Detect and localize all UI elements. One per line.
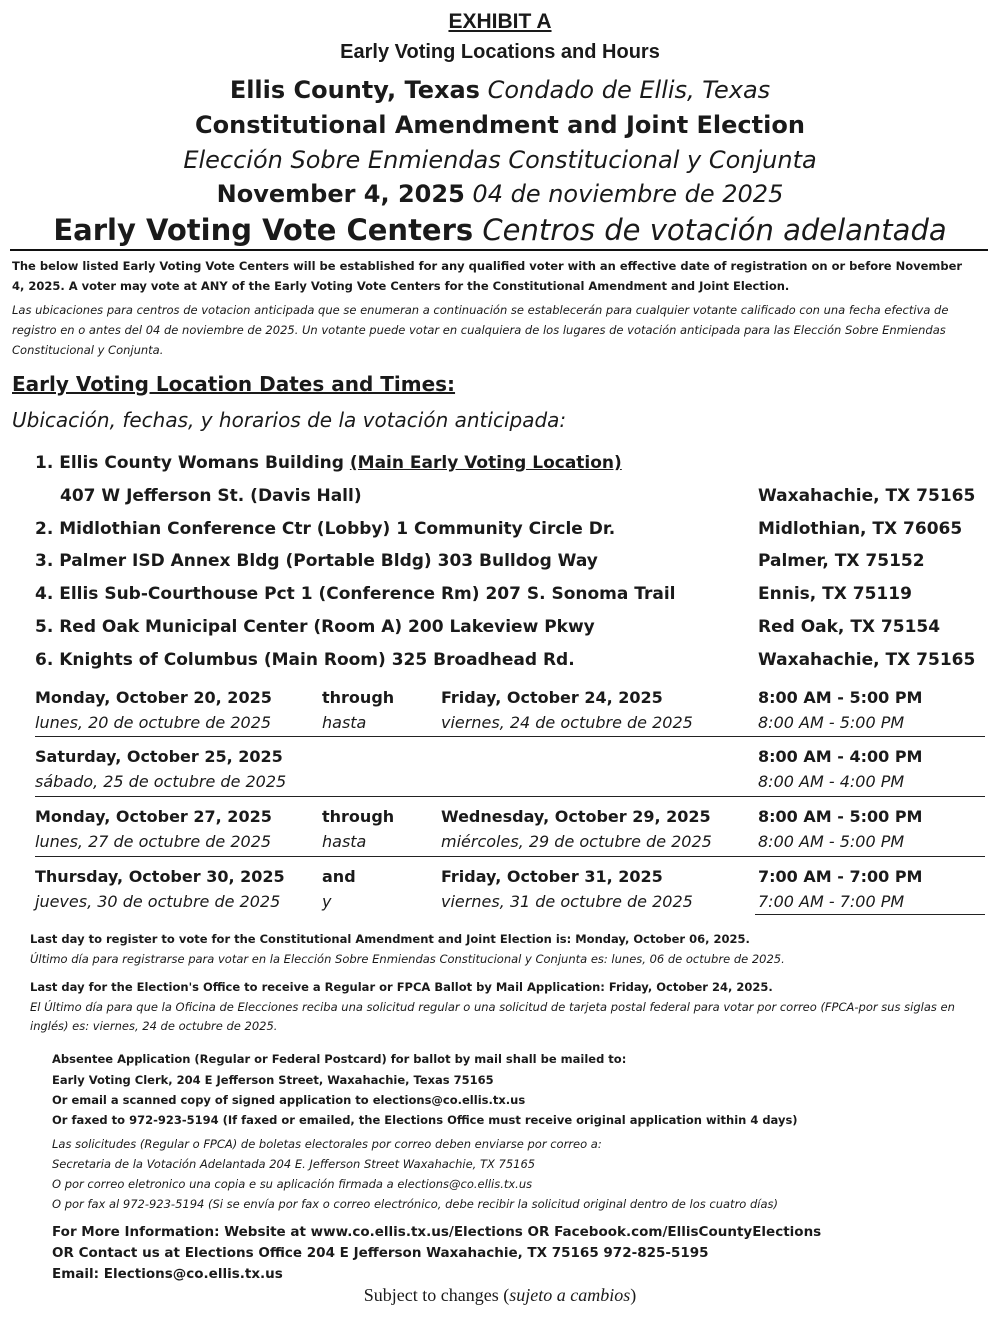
location-5: 5. Red Oak Municipal Center (Room A) 200 Lakeview Pkwy: [35, 617, 595, 637]
register-deadline-es: Último día para registrarse para votar en la Elección Sobre Enmiendas Constitucional y Conjunta es: lunes, 06 de octubre de 2025.: [30, 952, 785, 966]
schedule-hours: 8:00 AM - 5:00 PM: [758, 688, 923, 707]
location-6-city: Waxahachie, TX 75165: [758, 650, 976, 670]
schedule-hours: 8:00 AM - 4:00 PM: [758, 747, 923, 766]
section-title-es: Ubicación, fechas, y horarios de la votación anticipada:: [12, 408, 567, 432]
schedule-start: Saturday, October 25, 2025: [35, 747, 283, 766]
county-es: Condado de Ellis, Texas: [487, 76, 771, 104]
date-en: November 4, 2025: [216, 180, 465, 208]
contact-office: OR Contact us at Elections Office 204 E Jefferson Waxahachie, TX 75165 972-825-5195: [52, 1245, 709, 1261]
schedule-start: Thursday, October 30, 2025: [35, 867, 285, 886]
footer-es: sujeto a cambios: [509, 1285, 631, 1305]
absentee-line: Or email a scanned copy of signed application to elections@co.ellis.tx.us: [52, 1093, 526, 1107]
location-3: 3. Palmer ISD Annex Bldg (Portable Bldg) 303 Bulldog Way: [35, 551, 598, 571]
register-deadline-en: Last day to register to vote for the Constitutional Amendment and Joint Election is: Monday, October 06, 2025.: [30, 932, 750, 946]
mail-deadline-en: Last day for the Election's Office to receive a Regular or FPCA Ballot by Mail Application: Friday, October 24, 2025.: [30, 980, 773, 994]
schedule-divider: [755, 914, 985, 915]
location-1: [35, 453, 655, 473]
schedule-hours-es: 8:00 AM - 4:00 PM: [758, 772, 905, 791]
location-2: 2. Midlothian Conference Ctr (Lobby) 1 Community Circle Dr.: [35, 519, 616, 539]
header-divider: [10, 249, 988, 251]
county-en: Ellis County, Texas: [229, 76, 480, 104]
schedule-hours: 7:00 AM - 7:00 PM: [758, 867, 923, 886]
county-line: [0, 76, 1000, 104]
schedule-conj-es: y: [322, 892, 332, 911]
location-4: 4. Ellis Sub-Courthouse Pct 1 (Conference Rm) 207 S. Sonoma Trail: [35, 584, 676, 604]
schedule-conj-es: hasta: [322, 713, 367, 732]
absentee-line: Absentee Application (Regular or Federal Postcard) for ballot by mail shall be mailed to:: [52, 1052, 627, 1066]
schedule-end-es: viernes, 31 de octubre de 2025: [441, 892, 693, 911]
location-2-city: Midlothian, TX 76065: [758, 519, 963, 539]
location-3-city: Palmer, TX 75152: [758, 551, 925, 571]
page-subtitle: Early Voting Locations and Hours: [340, 41, 660, 63]
schedule-conj: through: [322, 807, 395, 826]
exhibit-title: EXHIBIT A: [448, 10, 552, 33]
intro-en: The below listed Early Voting Vote Centers will be established for any qualified voter with an effective date of registration on or before November 4, 2025. A voter may vote at ANY of the Early Voting Vote Centers for the Constitutional Amendment and Joint Election.: [12, 259, 963, 293]
section-title-en: Early Voting Location Dates and Times:: [12, 372, 456, 396]
location-1-city: Waxahachie, TX 75165: [758, 486, 976, 506]
election-date-line: [0, 180, 1000, 208]
location-5-city: Red Oak, TX 75154: [758, 617, 941, 637]
footer-disclaimer: [0, 1285, 1000, 1306]
main-location-note: (Main Early Voting Location): [349, 453, 622, 473]
schedule-end: Friday, October 31, 2025: [441, 867, 663, 886]
absentee-line-es: O por correo eletronico una copia e su aplicación firmada a elections@co.ellis.tx.us: [52, 1177, 533, 1191]
footer-close: ): [630, 1285, 637, 1305]
location-name: 1. Ellis County Womans Building: [35, 453, 344, 473]
centers-heading: [0, 213, 1000, 247]
intro-es: Las ubicaciones para centros de votacion anticipada que se enumeran a continuación se establecerán para cualquier votante calificado con una fecha efectiva de registro en o antes del 04 de noviembre de 2025. Un votante puede votar en cualquiera de los lugares de votación anticipada para las Elección Sobre Enmiendas Constitucional y Conjunta.: [12, 303, 949, 357]
absentee-line-es: O por fax al 972-923-5194 (Si se envía por fax o correo electrónico, debe recibir la solicitud original dentro de los cuatro días): [52, 1197, 779, 1211]
election-en: [0, 111, 1000, 139]
footer-en: Subject to changes (: [363, 1285, 510, 1305]
schedule-start-es: lunes, 20 de octubre de 2025: [35, 713, 272, 732]
schedule-divider: [35, 796, 985, 797]
schedule-end: Friday, October 24, 2025: [441, 688, 663, 707]
schedule-start-es: lunes, 27 de octubre de 2025: [35, 832, 272, 851]
absentee-line-es: Las solicitudes (Regular o FPCA) de boletas electorales por correo deben enviarse por correo a:: [52, 1137, 602, 1151]
contact-email: Email: Elections@co.ellis.tx.us: [52, 1266, 283, 1282]
election-en-text: Constitutional Amendment and Joint Election: [195, 111, 805, 139]
absentee-line-es: Secretaria de la Votación Adelantada 204 E. Jefferson Street Waxahachie, TX 75165: [52, 1157, 536, 1171]
schedule-hours-es: 8:00 AM - 5:00 PM: [758, 832, 905, 851]
absentee-line: Early Voting Clerk, 204 E Jefferson Street, Waxahachie, Texas 75165: [52, 1073, 494, 1087]
schedule-start: Monday, October 20, 2025: [35, 688, 272, 707]
schedule-start-es: sábado, 25 de octubre de 2025: [35, 772, 287, 791]
schedule-end-es: miércoles, 29 de octubre de 2025: [441, 832, 712, 851]
schedule-hours-es: 7:00 AM - 7:00 PM: [758, 892, 905, 911]
schedule-conj: through: [322, 688, 395, 707]
schedule-start-es: jueves, 30 de octubre de 2025: [35, 892, 281, 911]
schedule-end-es: viernes, 24 de octubre de 2025: [441, 713, 693, 732]
location-6: 6. Knights of Columbus (Main Room) 325 Broadhead Rd.: [35, 650, 575, 670]
centers-en: Early Voting Vote Centers: [53, 213, 474, 247]
location-1-address: 407 W Jefferson St. (Davis Hall): [60, 486, 362, 506]
schedule-conj-es: hasta: [322, 832, 367, 851]
election-es-text: Elección Sobre Enmiendas Constitucional y Conjunta: [183, 146, 817, 174]
schedule-hours: 8:00 AM - 5:00 PM: [758, 807, 923, 826]
mail-deadline-es: El Último día para que la Oficina de Elecciones reciba una solicitud regular o una solicitud de tarjeta postal federal para votar por correo (FPCA-por sus siglas en inglés) es: viernes, 24 de octubre de 2025.: [30, 1000, 955, 1033]
location-4-city: Ennis, TX 75119: [758, 584, 912, 604]
schedule-divider: [35, 736, 985, 737]
schedule-end: Wednesday, October 29, 2025: [441, 807, 711, 826]
schedule-hours-es: 8:00 AM - 5:00 PM: [758, 713, 905, 732]
absentee-line: Or faxed to 972-923-5194 (If faxed or emailed, the Elections Office must receive original application within 4 days): [52, 1113, 798, 1127]
schedule-start: Monday, October 27, 2025: [35, 807, 272, 826]
contact-website: For More Information: Website at www.co.ellis.tx.us/Elections OR Facebook.com/EllisCountyElections: [52, 1224, 822, 1240]
centers-es: Centros de votación adelantada: [482, 213, 947, 247]
election-es: [0, 146, 1000, 174]
schedule-conj: and: [322, 867, 356, 886]
schedule-divider: [35, 856, 985, 857]
date-es: 04 de noviembre de 2025: [472, 180, 784, 208]
